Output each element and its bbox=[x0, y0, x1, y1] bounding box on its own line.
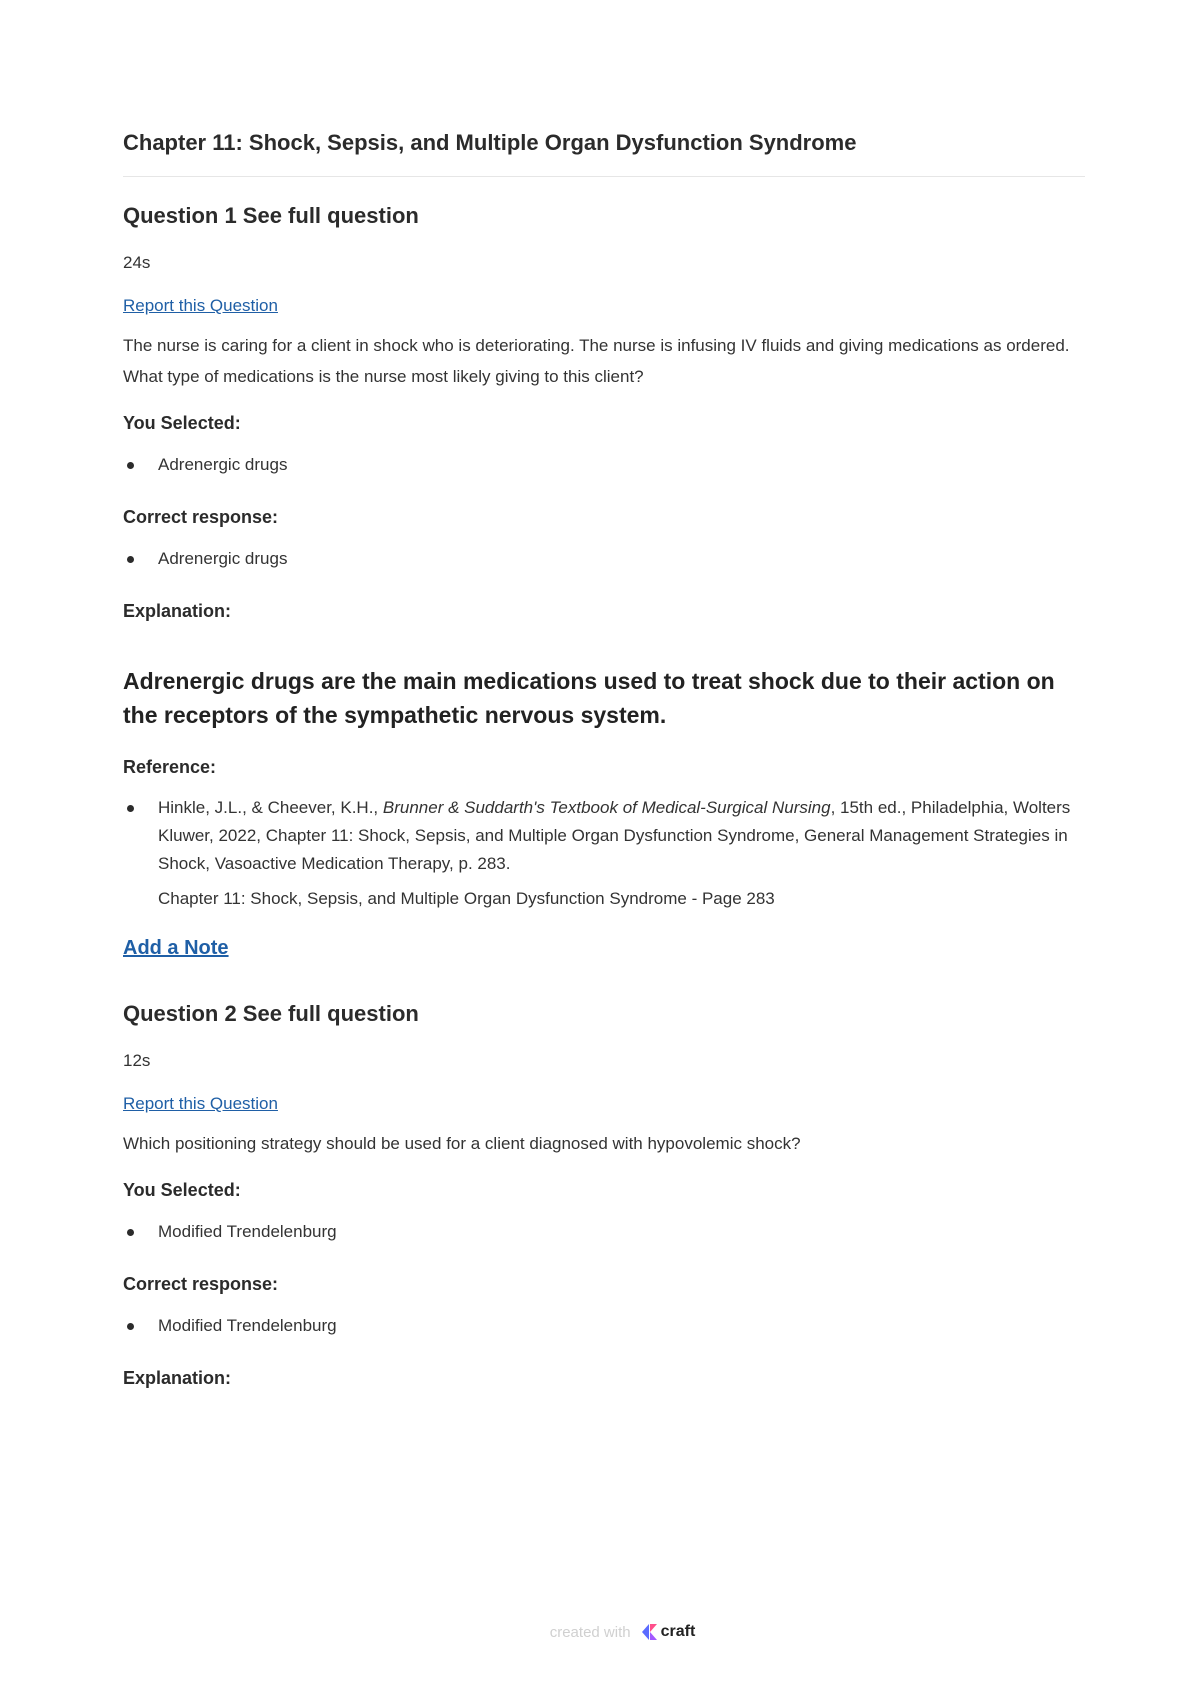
document-page bbox=[123, 112, 1085, 1391]
reference-book-title: Brunner & Suddarth's Textbook of Medical-Surgical Nursing bbox=[382, 798, 831, 817]
question-1-explanation: Adrenergic drugs are the main medications used to treat shock due to their action on the receptors of the sympathetic nervous system. bbox=[123, 668, 1055, 728]
add-note-link[interactable]: Add a Note bbox=[123, 937, 229, 959]
correct-answer-text: Modified Trendelenburg bbox=[158, 1316, 337, 1335]
question-2-report-link[interactable]: Report this Question bbox=[123, 1094, 278, 1113]
bullet-icon bbox=[127, 462, 134, 469]
question-2-correct-label: Correct response: bbox=[123, 1274, 279, 1294]
question-2-selected-answer bbox=[123, 1219, 1085, 1245]
chapter-title: Chapter 11: Shock, Sepsis, and Multiple Organ Dysfunction Syndrome bbox=[123, 130, 857, 155]
question-2-correct-answer bbox=[123, 1313, 1085, 1339]
question-2-title: Question 2 See full question bbox=[123, 1001, 419, 1026]
question-1-explanation-label: Explanation: bbox=[123, 601, 232, 621]
question-1-reference bbox=[123, 794, 1085, 878]
question-2-you-selected-label: You Selected: bbox=[123, 1180, 241, 1200]
question-1-reference-page: Chapter 11: Shock, Sepsis, and Multiple Organ Dysfunction Syndrome - Page 283 bbox=[158, 889, 775, 908]
reference-authors: Hinkle, J.L., & Cheever, K.H., bbox=[158, 798, 383, 817]
selected-answer-text: Adrenergic drugs bbox=[158, 455, 288, 474]
question-1-reference-label: Reference: bbox=[123, 757, 217, 777]
question-2-explanation-label: Explanation: bbox=[123, 1368, 232, 1388]
question-2-time: 12s bbox=[123, 1051, 151, 1070]
craft-logo bbox=[639, 1622, 696, 1642]
craft-badge[interactable] bbox=[550, 1622, 696, 1642]
bullet-icon bbox=[127, 1323, 134, 1330]
reference-details: , 15th ed., Philadelphia, Wolters Kluwer, 2022, Chapter 11: Shock, Sepsis, and Multiple Organ Dysfunction Syndrome, General Management Strategies in Shock, Vasoactive Medication Therapy, p. 283. bbox=[158, 798, 1071, 873]
craft-logo-icon bbox=[639, 1622, 659, 1642]
question-1-correct-answer bbox=[123, 546, 1085, 572]
question-1-selected-answer bbox=[123, 452, 1085, 478]
craft-brand-text: craft bbox=[660, 1623, 696, 1640]
question-1-time: 24s bbox=[123, 253, 151, 272]
title-divider bbox=[123, 176, 1085, 177]
bullet-icon bbox=[127, 1229, 134, 1236]
question-1-title: Question 1 See full question bbox=[123, 203, 419, 228]
question-1-report-link[interactable]: Report this Question bbox=[123, 296, 278, 315]
question-1-you-selected-label: You Selected: bbox=[123, 413, 241, 433]
question-1-text: The nurse is caring for a client in shock who is deteriorating. The nurse is infusing IV fluids and giving medications as ordered. What type of medications is the nurse most likely giving to this client? bbox=[123, 336, 1070, 386]
question-1-correct-label: Correct response: bbox=[123, 507, 279, 527]
question-2-text: Which positioning strategy should be used for a client diagnosed with hypovolemic shock? bbox=[123, 1134, 801, 1153]
bullet-icon bbox=[127, 805, 134, 812]
bullet-icon bbox=[127, 556, 134, 563]
footer bbox=[0, 1622, 1200, 1642]
correct-answer-text: Adrenergic drugs bbox=[158, 549, 288, 568]
selected-answer-text: Modified Trendelenburg bbox=[158, 1222, 337, 1241]
created-with-text: created with bbox=[549, 1623, 631, 1641]
